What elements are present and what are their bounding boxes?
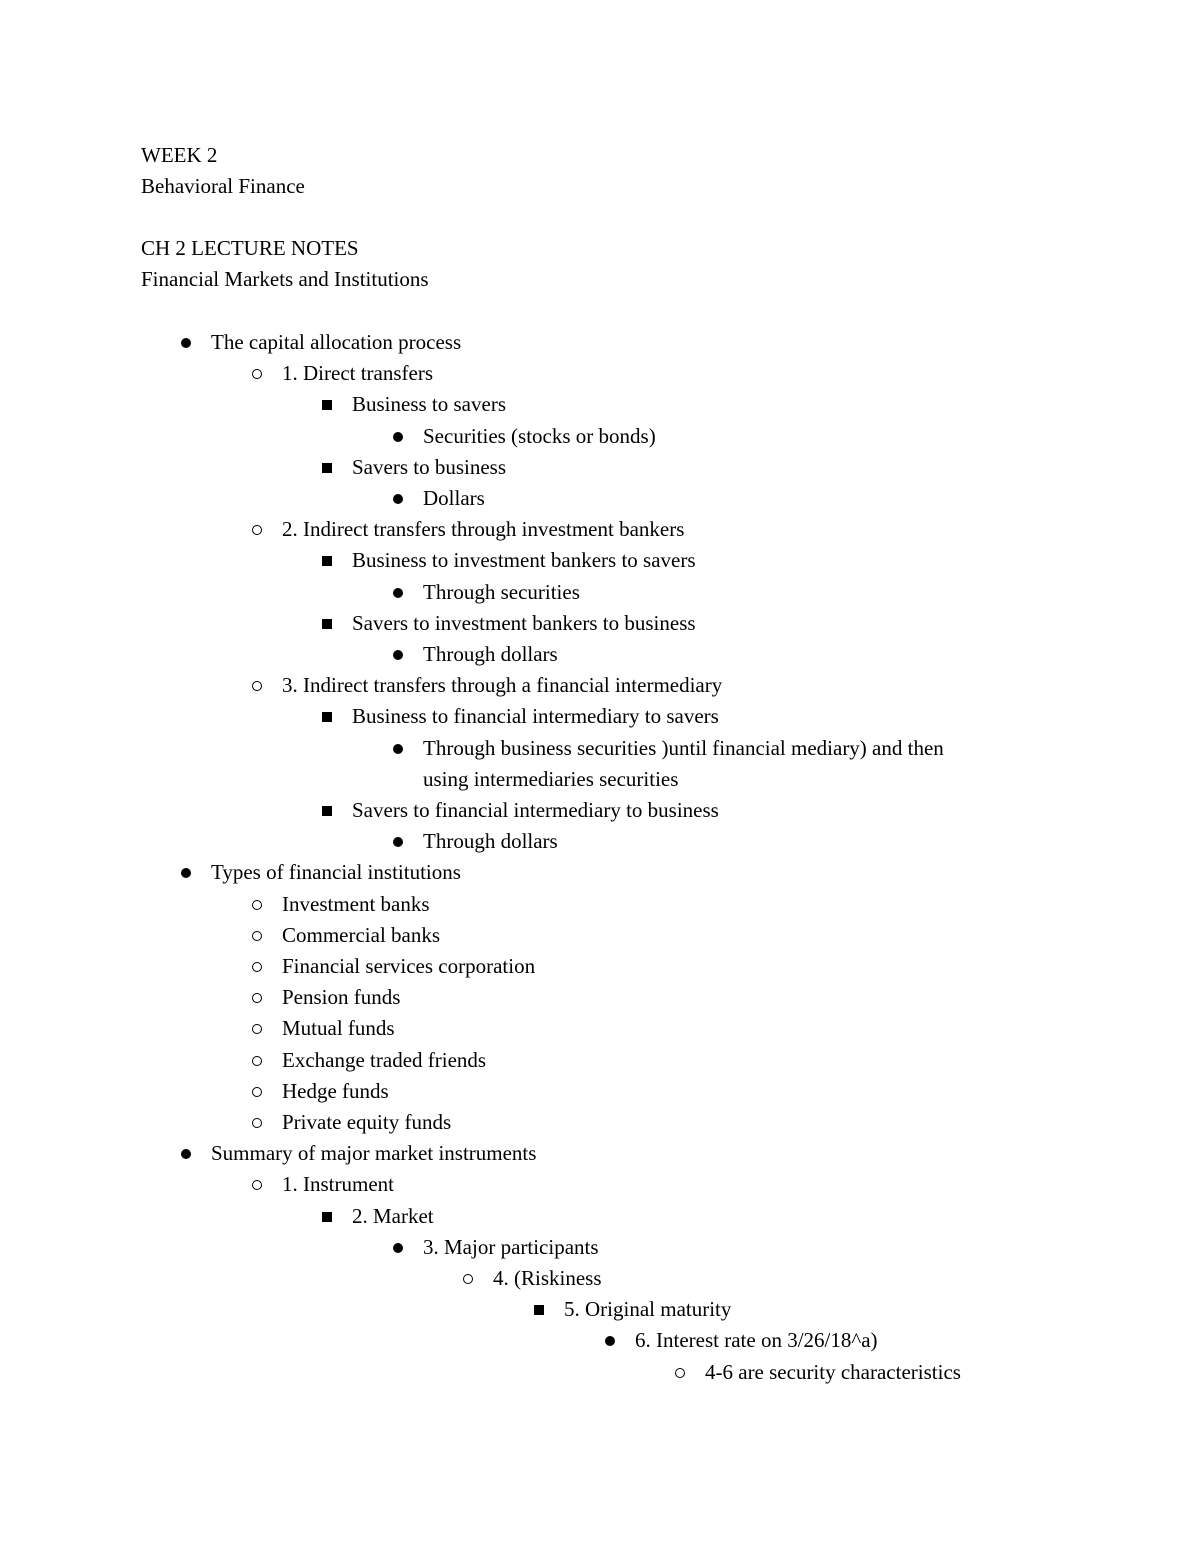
filled-square-bullet-icon (322, 1212, 332, 1222)
filled-disc-bullet-icon (393, 650, 403, 660)
hollow-circle-bullet-icon (252, 1180, 262, 1190)
hollow-circle-bullet-icon (252, 1118, 262, 1128)
hollow-circle-bullet-icon (463, 1274, 473, 1284)
list-item: Business to investment bankers to savers (352, 548, 696, 573)
list-item: 1. Direct transfers (282, 361, 434, 386)
hollow-circle-bullet-icon (252, 1056, 262, 1066)
hollow-circle-bullet-icon (252, 931, 262, 941)
hollow-circle-bullet-icon (252, 1087, 262, 1097)
list-item: Securities (stocks or bonds) (423, 423, 656, 448)
filled-square-bullet-icon (322, 806, 332, 816)
list-item: Private equity funds (282, 1110, 452, 1134)
list-item: 3. Major participants (423, 1234, 599, 1259)
filled-square-bullet-icon (322, 400, 332, 410)
list-item: Through securities (423, 579, 580, 604)
filled-square-bullet-icon (322, 556, 332, 566)
list-item: Through dollars (423, 642, 558, 666)
filled-disc-bullet-icon (181, 1149, 191, 1159)
list-item: 1. Instrument (282, 1172, 394, 1197)
list-item: Financial services corporation (282, 954, 536, 978)
filled-square-bullet-icon (322, 619, 332, 629)
notes-title: CH 2 LECTURE NOTES (141, 236, 359, 260)
filled-square-bullet-icon (322, 712, 332, 722)
list-item: Savers to financial intermediary to business (352, 798, 719, 822)
list-item: Hedge funds (282, 1078, 389, 1103)
hollow-circle-bullet-icon (252, 962, 262, 972)
filled-disc-bullet-icon (181, 338, 191, 348)
hollow-circle-bullet-icon (675, 1368, 685, 1378)
list-item: 4. (Riskiness (493, 1266, 602, 1290)
hollow-circle-bullet-icon (252, 369, 262, 379)
filled-disc-bullet-icon (181, 868, 191, 878)
list-item: Exchange traded friends (282, 1047, 487, 1072)
list-item: 3. Indirect transfers through a financial intermediary (282, 673, 723, 698)
list-item: Business to savers (352, 392, 506, 417)
list-item: The capital allocation process (211, 330, 462, 354)
list-item: 5. Original maturity (564, 1297, 732, 1322)
filled-disc-bullet-icon (393, 744, 403, 754)
filled-square-bullet-icon (322, 463, 332, 473)
list-item: Business to financial intermediary to savers (352, 704, 719, 729)
hollow-circle-bullet-icon (252, 1024, 262, 1034)
list-item: Pension funds (282, 985, 401, 1010)
filled-disc-bullet-icon (393, 1243, 403, 1253)
filled-disc-bullet-icon (393, 588, 403, 598)
list-item: Through business securities )until financial mediary) and then (423, 735, 944, 760)
list-item-continuation: using intermediaries securities (423, 766, 679, 791)
list-item: 6. Interest rate on 3/26/18^a) (635, 1328, 878, 1353)
list-item: Savers to investment bankers to business (352, 610, 696, 635)
hollow-circle-bullet-icon (252, 681, 262, 691)
filled-disc-bullet-icon (393, 837, 403, 847)
hollow-circle-bullet-icon (252, 900, 262, 910)
filled-square-bullet-icon (534, 1305, 544, 1315)
list-item: 2. Market (352, 1203, 434, 1228)
list-item: Summary of major market instruments (211, 1141, 537, 1166)
list-item: Investment banks (282, 891, 430, 916)
week-label: WEEK 2 (141, 143, 218, 167)
list-item: Types of financial institutions (211, 860, 461, 885)
course-title: Behavioral Finance (141, 174, 305, 198)
filled-disc-bullet-icon (393, 494, 403, 504)
list-item: Mutual funds (282, 1016, 395, 1041)
filled-disc-bullet-icon (393, 432, 403, 442)
list-item: 4-6 are security characteristics (705, 1359, 961, 1384)
list-item: Commercial banks (282, 922, 441, 947)
list-item: 2. Indirect transfers through investment bankers (282, 517, 685, 542)
chapter-title: Financial Markets and Institutions (141, 267, 429, 291)
list-item: Savers to business (352, 454, 506, 479)
list-item: Dollars (423, 486, 485, 510)
hollow-circle-bullet-icon (252, 525, 262, 535)
filled-disc-bullet-icon (605, 1336, 615, 1346)
list-item: Through dollars (423, 829, 558, 854)
hollow-circle-bullet-icon (252, 993, 262, 1003)
